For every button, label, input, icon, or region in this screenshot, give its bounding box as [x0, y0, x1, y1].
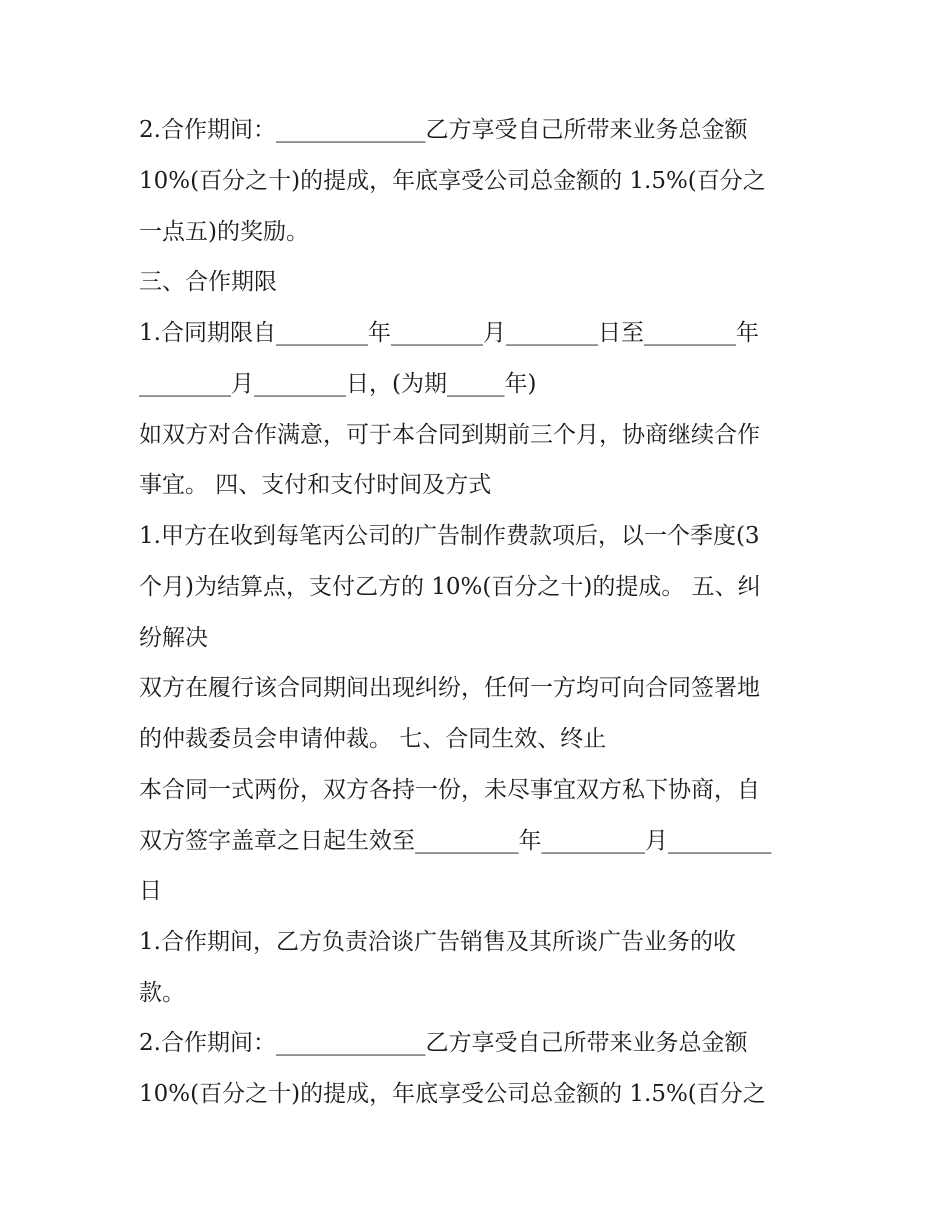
text-line: 本合同一式两份，双方各持一份，未尽事宜双方私下协商，自: [139, 777, 760, 803]
text-line: 如双方对合作满意，可于本合同到期前三个月，协商继续合作: [139, 422, 760, 448]
text-line: 纷解决: [139, 625, 208, 651]
text-line: 1.合作期间，乙方负责洽谈广告销售及其所谈广告业务的收: [139, 929, 736, 955]
text-line: 一点五)的奖励。: [139, 219, 309, 245]
text-line: ________月________日，(为期_____年): [139, 371, 537, 397]
text-line: 10%(百分之十)的提成，年底享受公司总金额的 1.5%(百分之: [139, 1081, 766, 1107]
text-line: 2.合作期间：_____________乙方享受自己所带来业务总金额: [139, 1030, 748, 1056]
text-line: 事宜。 四、支付和支付时间及方式: [139, 472, 492, 498]
text-line: 双方在履行该合同期间出现纠纷，任何一方均可向合同签署地: [139, 675, 760, 701]
text-line: 款。: [139, 980, 185, 1006]
text-line: 2.合作期间：_____________乙方享受自己所带来业务总金额: [139, 117, 748, 143]
text-line: 的仲裁委员会申请仲裁。 七、合同生效、终止: [139, 726, 607, 752]
text-line: 1.甲方在收到每笔丙公司的广告制作费款项后，以一个季度(3: [139, 523, 760, 549]
text-line: 日: [139, 878, 162, 904]
text-line: 双方签字盖章之日起生效至_________年_________月_________: [139, 828, 772, 854]
text-line: 1.合同期限自________年________月________日至________年: [139, 320, 759, 346]
text-line: 10%(百分之十)的提成，年底享受公司总金额的 1.5%(百分之: [139, 168, 766, 194]
section-heading: 三、合作期限: [139, 269, 277, 295]
text-line: 个月)为结算点，支付乙方的 10%(百分之十)的提成。 五、纠: [139, 574, 761, 600]
